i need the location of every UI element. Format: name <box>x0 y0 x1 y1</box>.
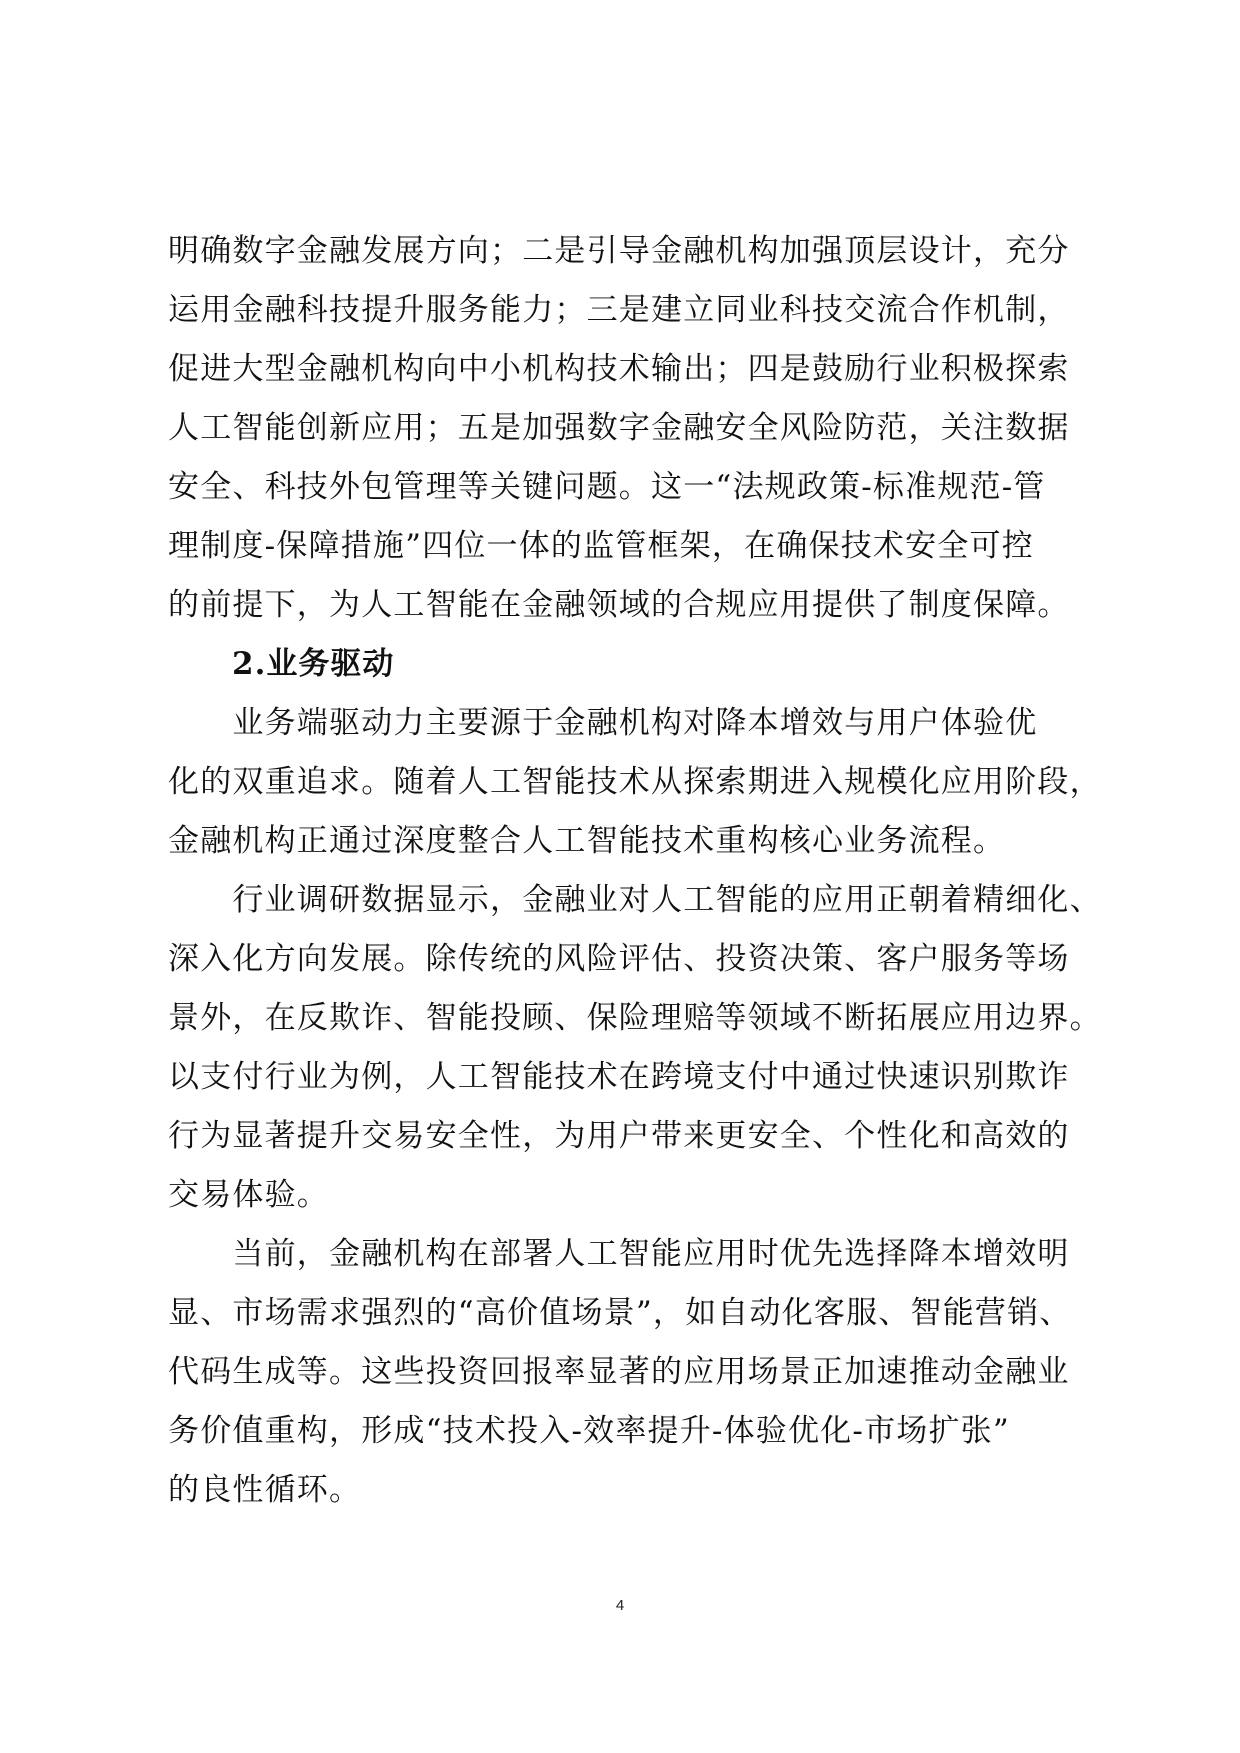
text-line: 行为显著提升交易安全性，为用户带来更安全、个性化和高效的 <box>168 1118 1070 1154</box>
section-heading: 2.业务驱动 <box>232 646 395 682</box>
text-line: 促进大型金融机构向中小机构技术输出；四是鼓励行业积极探索 <box>168 351 1070 387</box>
text-line: 的前提下，为人工智能在金融领域的合规应用提供了制度保障。 <box>168 587 1070 623</box>
text-line: 以支付行业为例，人工智能技术在跨境支付中通过快速识别欺诈 <box>168 1059 1070 1095</box>
page-number: 4 <box>615 1597 625 1614</box>
text-line: 化的双重追求。随着人工智能技术从探索期进入规模化应用阶段， <box>168 764 1102 800</box>
text-line: 安全、科技外包管理等关键问题。这一“法规政策-标准规范-管 <box>168 469 1046 505</box>
text-line: 运用金融科技提升服务能力；三是建立同业科技交流合作机制， <box>168 292 1070 328</box>
text-line: 金融机构正通过深度整合人工智能技术重构核心业务流程。 <box>168 823 1006 859</box>
text-line: 理制度-保障措施”四位一体的监管框架，在确保技术安全可控 <box>168 528 1034 564</box>
document-body <box>168 226 1102 1524</box>
text-line: 务价值重构，形成“技术投入-效率提升-体验优化-市场扩张” <box>168 1413 1010 1449</box>
text-line: 的良性循环。 <box>168 1472 362 1508</box>
text-line: 深入化方向发展。除传统的风险评估、投资决策、客户服务等场 <box>168 941 1070 977</box>
text-line: 行业调研数据显示，金融业对人工智能的应用正朝着精细化、 <box>168 882 1102 918</box>
text-line: 人工智能创新应用；五是加强数字金融安全风险防范，关注数据 <box>168 410 1070 446</box>
text-line: 代码生成等。这些投资回报率显著的应用场景正加速推动金融业 <box>168 1354 1070 1390</box>
text-line: 当前，金融机构在部署人工智能应用时优先选择降本增效明 <box>168 1236 1070 1272</box>
text-line: 业务端驱动力主要源于金融机构对降本增效与用户体验优 <box>168 705 1038 741</box>
text-line: 景外，在反欺诈、智能投顾、保险理赔等领域不断拓展应用边界。 <box>168 1000 1102 1036</box>
text-line: 明确数字金融发展方向；二是引导金融机构加强顶层设计，充分 <box>168 233 1070 269</box>
text-line: 交易体验。 <box>168 1177 329 1213</box>
text-line: 显、市场需求强烈的“高价值场景”，如自动化客服、智能营销、 <box>168 1295 1072 1331</box>
